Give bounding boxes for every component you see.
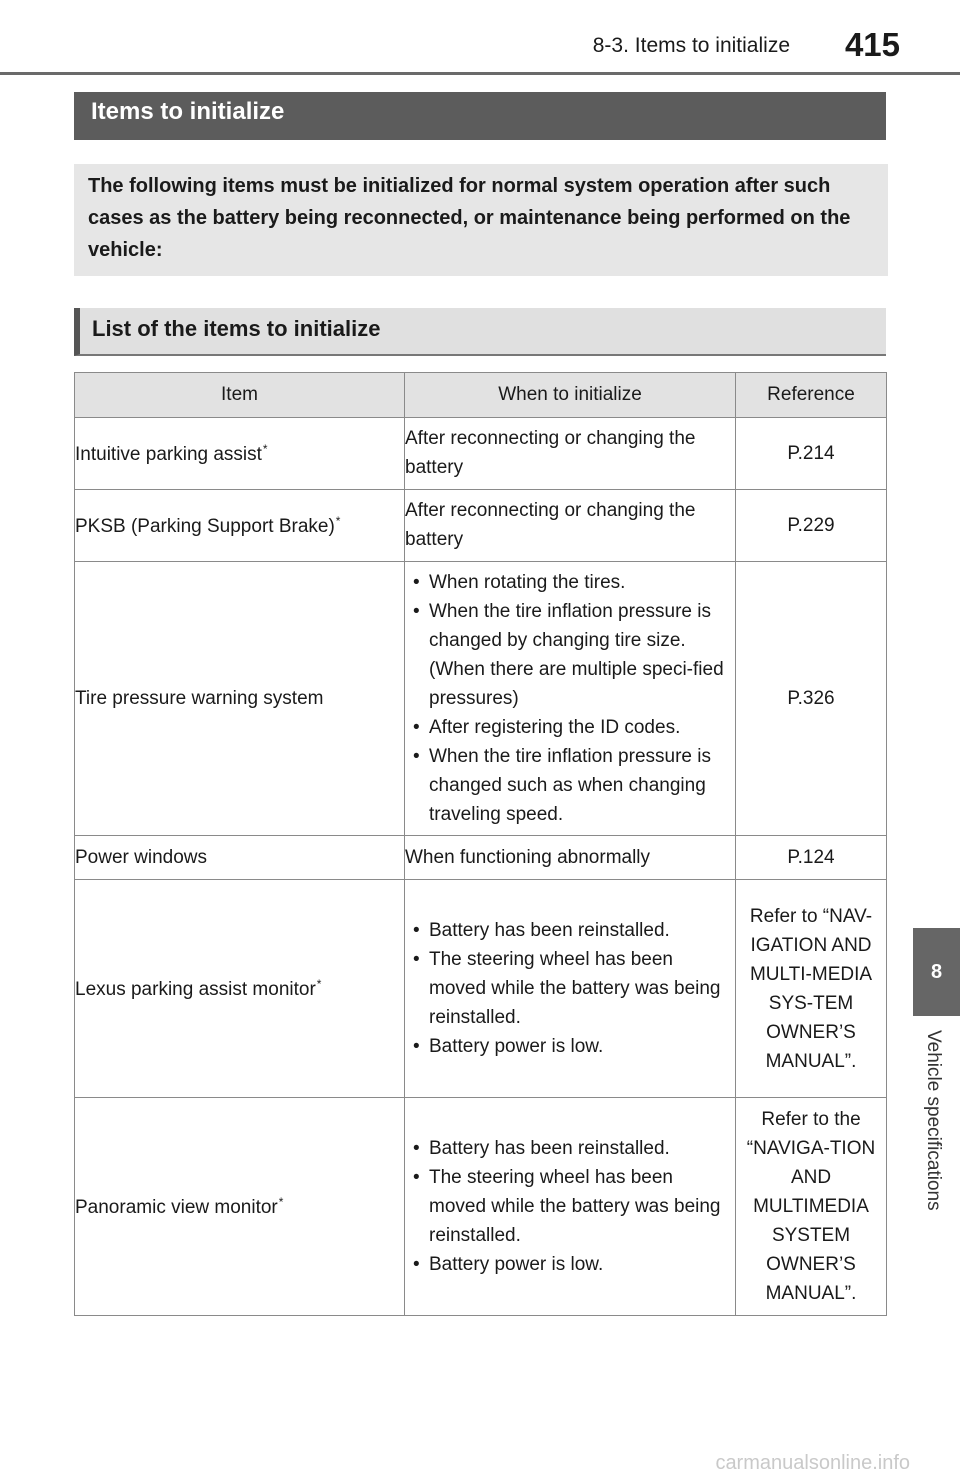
bullet-glyph: • [413, 746, 420, 767]
table-row [75, 562, 887, 836]
page-number: 415 [844, 26, 900, 63]
when-cell [405, 562, 736, 836]
watermark: carmanualsonline.info [715, 1452, 910, 1474]
footnote-asterisk: * [278, 1194, 284, 1209]
table-row [75, 1098, 887, 1316]
table-row [75, 880, 887, 1098]
item-name: Lexus parking assist monitor [75, 978, 316, 1000]
bullet-item: • Battery has been reinstalled. [405, 1134, 735, 1163]
bullet-glyph: • [413, 601, 420, 622]
item-name: Tire pressure warning system [75, 687, 324, 709]
reference-cell: Refer to the “NAVIGA-TION AND MULTIMEDIA SYSTEM OWNER’S MANUAL”. [736, 1098, 887, 1316]
bullet-glyph: • [413, 717, 420, 738]
item-cell [75, 880, 405, 1098]
bullet-item: • Battery power is low. [405, 1250, 735, 1279]
section-title: Items to initialize [74, 92, 886, 140]
footnote-asterisk: * [316, 976, 322, 991]
item-cell [75, 418, 405, 490]
reference-cell: P.229 [736, 490, 887, 562]
column-header-when: When to initialize [405, 373, 736, 418]
item-cell [75, 1098, 405, 1316]
bullet-item: • After registering the ID codes. [405, 713, 735, 742]
table-row [75, 490, 887, 562]
when-cell: After reconnecting or changing the battery [405, 490, 736, 562]
table-row [75, 836, 887, 880]
when-cell: After reconnecting or changing the battery [405, 418, 736, 490]
chapter-tab-label [903, 1030, 960, 1240]
item-name: Power windows [75, 846, 207, 868]
item-cell [75, 490, 405, 562]
item-cell [75, 836, 405, 880]
reference-cell: P.214 [736, 418, 887, 490]
subheading: List of the items to initialize [74, 308, 886, 356]
footnote-asterisk: * [262, 441, 268, 456]
bullet-item: • Battery power is low. [405, 1032, 735, 1061]
footnote-asterisk: * [335, 513, 341, 528]
column-header-item: Item [75, 373, 405, 418]
when-cell: When functioning abnormally [405, 836, 736, 880]
item-name: PKSB (Parking Support Brake) [75, 515, 335, 537]
bullet-glyph: • [413, 949, 420, 970]
when-cell [405, 880, 736, 1098]
bullet-item: • When rotating the tires. [405, 568, 735, 597]
bullet-glyph: • [413, 1254, 420, 1275]
header-rule [0, 72, 960, 75]
bullet-glyph: • [413, 920, 420, 941]
bullet-item: • When the tire inflation pressure is changed by changing tire size. (When there are multiple speci-fied pressures) [405, 597, 735, 713]
bullet-glyph: • [413, 1167, 420, 1188]
bullet-list [405, 1134, 735, 1279]
bullet-item: • The steering wheel has been moved while the battery was being reinstalled. [405, 1163, 735, 1250]
table-header-row [75, 373, 887, 418]
bullet-glyph: • [413, 1036, 420, 1057]
intro-text: The following items must be initialized for normal system operation after such cases as the battery being reconnected, or maintenance being performed on the vehicle: [74, 164, 888, 276]
bullet-glyph: • [413, 1138, 420, 1159]
when-cell [405, 1098, 736, 1316]
initialize-items-table [74, 372, 887, 1316]
table-row [75, 418, 887, 490]
bullet-item: • The steering wheel has been moved while the battery was being reinstalled. [405, 945, 735, 1032]
running-header-section: 8-3. Items to initialize [592, 34, 790, 57]
reference-cell: P.124 [736, 836, 887, 880]
column-header-reference: Reference [736, 373, 887, 418]
bullet-list [405, 916, 735, 1061]
item-cell [75, 562, 405, 836]
item-name: Panoramic view monitor [75, 1196, 278, 1218]
chapter-tab-number: 8 [913, 928, 960, 1016]
bullet-glyph: • [413, 572, 420, 593]
bullet-list [405, 568, 735, 829]
reference-cell: Refer to “NAV-IGATION AND MULTI-MEDIA SYS-TEM OWNER’S MANUAL”. [736, 880, 887, 1098]
reference-cell: P.326 [736, 562, 887, 836]
chapter-tab-label-text: Vehicle specifications [923, 1030, 944, 1211]
item-name: Intuitive parking assist [75, 443, 262, 465]
bullet-item: • When the tire inflation pressure is changed such as when changing traveling speed. [405, 742, 735, 829]
bullet-item: • Battery has been reinstalled. [405, 916, 735, 945]
